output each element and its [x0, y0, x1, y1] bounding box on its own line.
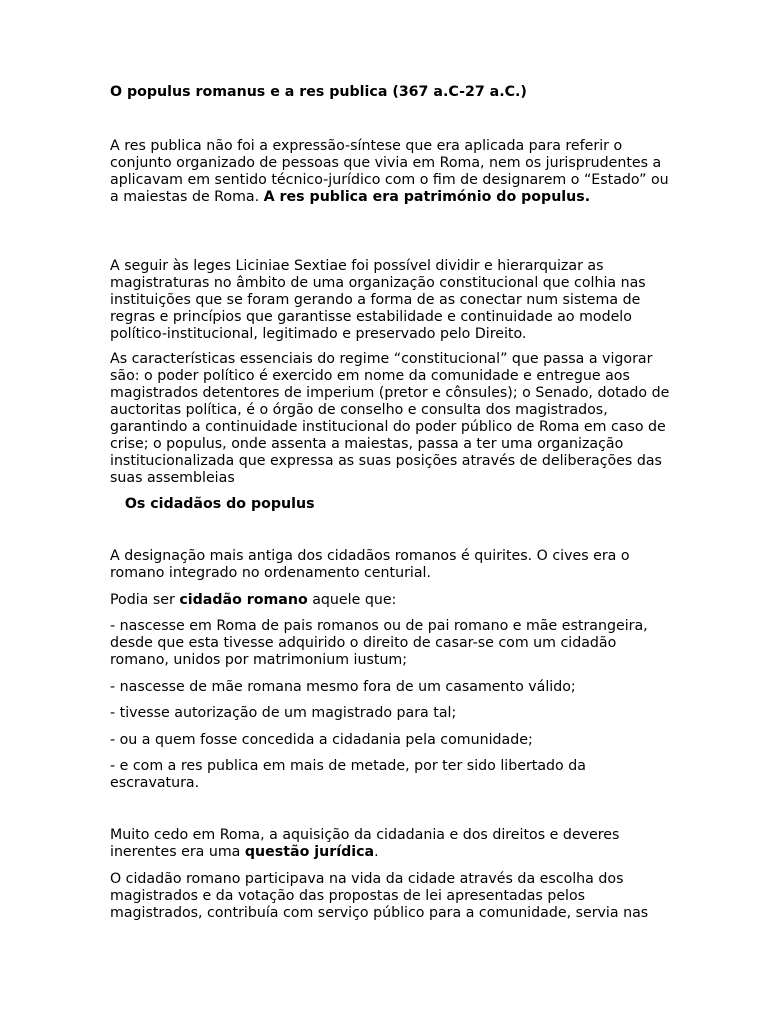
paragraph-cidadania: [110, 827, 670, 861]
list-item: - nascesse em Roma de pais romanos ou de pai romano e mãe estrangeira, desde que esta tivesse adquirido o direito de casar-se com um cidadão romano, unidos por matrimonium iustum;: [110, 618, 648, 668]
paragraph-podia-ser: [110, 592, 670, 609]
list-item: - tivesse autorização de um magistrado para tal;: [110, 705, 457, 721]
paragraph-participacao: O cidadão romano participava na vida da cidade através da escolha dos magistrados e da votação das propostas de lei apresentadas pelos magistrados, contribuía com serviço público para a comunidade, servia nas: [110, 871, 649, 921]
list-item: - ou a quem fosse concedida a cidadania pela comunidade;: [110, 732, 533, 748]
paragraph-bold-text: cidadão romano: [179, 592, 308, 608]
paragraph-leges-liciniae: A seguir às leges Liciniae Sextiae foi possível dividir e hierarquizar as magistraturas no âmbito de uma organização constitucional que colhia nas instituições que se foram gerando a forma de as conectar num sistema de regras e princípios que garantisse estabilidade e continuidade ao modelo político-institucional, legitimado e preservado pelo Direito.: [110, 258, 646, 342]
paragraph-text: A res publica não foi a expressão-síntese que era aplicada para referir o conjunto organizado de pessoas que vivia em Roma, nem os jurisprudentes a aplicavam em sentido técnico-jurídico com o fim de designarem o “Estado” ou a maiestas de Roma.: [110, 138, 669, 205]
list-item: - e com a res publica em mais de metade, por ter sido libertado da escravatura.: [110, 758, 586, 791]
paragraph-caracteristicas: As características essenciais do regime “constitucional” que passa a vigorar são: o poder político é exercido em nome da comunidade e entregue aos magistrados detentores de imperium (pretor e cônsules); o Senado, dotado de auctoritas política, é o órgão de conselho e consulta dos magistrados, garantindo a continuidade institucional do poder público de Roma em caso de crise; o populus, onde assenta a maiestas, passa a ter uma organização institucionalizada que expressa as suas posições através de deliberações das suas assembleias: [110, 351, 670, 486]
paragraph-bold-text: A res publica era património do populus.: [263, 189, 591, 205]
paragraph-quirites: A designação mais antiga dos cidadãos romanos é quirites. O cives era o romano integrado no ordenamento centurial.: [110, 548, 630, 581]
section-heading-cidadaos: [110, 496, 315, 513]
paragraph-text: aquele que:: [307, 592, 397, 608]
paragraph-text: Podia ser: [110, 592, 180, 608]
paragraph-bold-text: questão jurídica: [244, 844, 375, 860]
paragraph-text: .: [374, 844, 379, 860]
section-heading-text: Os cidadãos do populus: [124, 496, 315, 512]
document-title: O populus romanus e a res publica (367 a.C-27 a.C.): [110, 84, 527, 100]
paragraph-text: Muito cedo em Roma, a aquisição da cidadania e dos direitos e deveres inerentes era uma: [110, 827, 620, 860]
list-item: - nascesse de mãe romana mesmo fora de um casamento válido;: [110, 679, 576, 695]
paragraph-res-publica: [110, 138, 670, 206]
